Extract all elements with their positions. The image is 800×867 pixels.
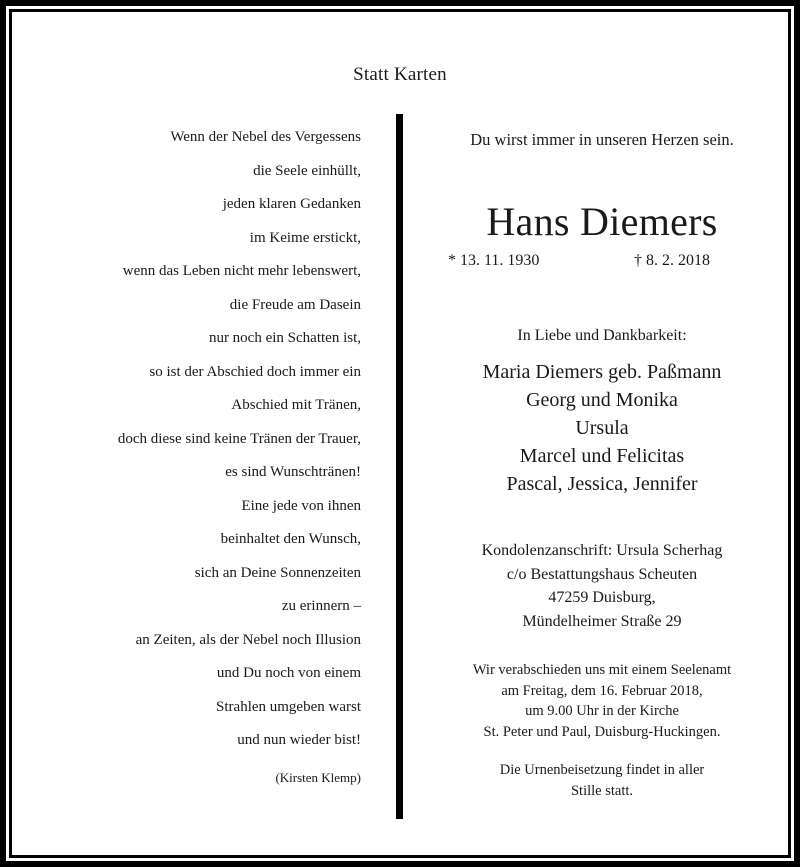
poem-line: Strahlen umgeben warst	[216, 698, 361, 715]
family-member: Maria Diemers geb. Paßmann	[482, 361, 722, 383]
poem-line: Abschied mit Tränen,	[231, 397, 361, 413]
condolence-line: c/o Bestattungshaus Scheuten	[506, 565, 698, 583]
condolence-line: Mündelheimer Straße 29	[522, 612, 682, 630]
header-title: Statt Karten	[353, 64, 447, 85]
poem-line: im Keime erstickt,	[249, 229, 361, 246]
family-member: Marcel und Felicitas	[519, 445, 685, 467]
family-list	[404, 358, 800, 498]
poem-line: jeden klaren Gedanken	[222, 196, 361, 212]
family-member: Georg und Monika	[526, 389, 678, 411]
service-line: um 9.00 Uhr in der Kirche	[525, 703, 679, 719]
poem-line: die Seele einhüllt,	[253, 162, 361, 179]
poem-line: und nun wieder bist!	[237, 732, 361, 748]
death-date: † 8. 2. 2018	[634, 252, 710, 269]
condolence-line: Kondolenzanschrift: Ursula Scherhag	[481, 542, 723, 559]
poem-line: nur noch ein Schatten ist,	[208, 330, 361, 346]
poem-line: sich an Deine Sonnenzeiten	[194, 564, 361, 581]
birth-date: * 13. 11. 1930	[448, 252, 540, 269]
deceased-name: Hans Diemers	[486, 199, 718, 244]
family-member: Pascal, Jessica, Jennifer	[506, 473, 698, 495]
poem-author: (Kirsten Klemp)	[275, 769, 361, 785]
burial-line: Die Urnenbeisetzung findet in aller	[499, 762, 705, 778]
burial-note	[404, 760, 800, 801]
poem-block	[31, 127, 361, 786]
poem-line: die Freude am Dasein	[229, 296, 361, 313]
poem-line: doch diese sind keine Tränen der Trauer,	[117, 430, 361, 447]
vertical-divider	[396, 114, 403, 819]
service-details	[404, 660, 800, 742]
poem-line: an Zeiten, als der Nebel noch Illusion	[135, 631, 361, 648]
poem-line: Eine jede von ihnen	[241, 497, 361, 514]
condolence-address	[404, 539, 800, 633]
poem-line: Wenn der Nebel des Vergessens	[170, 129, 361, 145]
poem-line: es sind Wunschtränen!	[225, 464, 361, 480]
poem-line: wenn das Leben nicht mehr lebenswert,	[122, 263, 361, 279]
service-line: am Freitag, dem 16. Februar 2018,	[501, 682, 703, 699]
motto: Du wirst immer in unseren Herzen sein.	[470, 130, 734, 149]
family-member: Ursula	[575, 417, 629, 439]
poem-line: und Du noch von einem	[216, 665, 361, 681]
service-line: St. Peter und Paul, Duisburg-Huckingen.	[483, 723, 721, 740]
service-line: Wir verabschieden uns mit einem Seelenamt	[472, 662, 732, 678]
poem-line: zu erinnern –	[281, 598, 361, 614]
poem-line: beinhaltet den Wunsch,	[220, 531, 361, 547]
condolence-line: 47259 Duisburg,	[548, 589, 656, 606]
poem-line: so ist der Abschied doch immer ein	[149, 363, 361, 380]
burial-line: Stille statt.	[570, 782, 634, 799]
thanks-label: In Liebe und Dankbarkeit:	[517, 327, 687, 344]
